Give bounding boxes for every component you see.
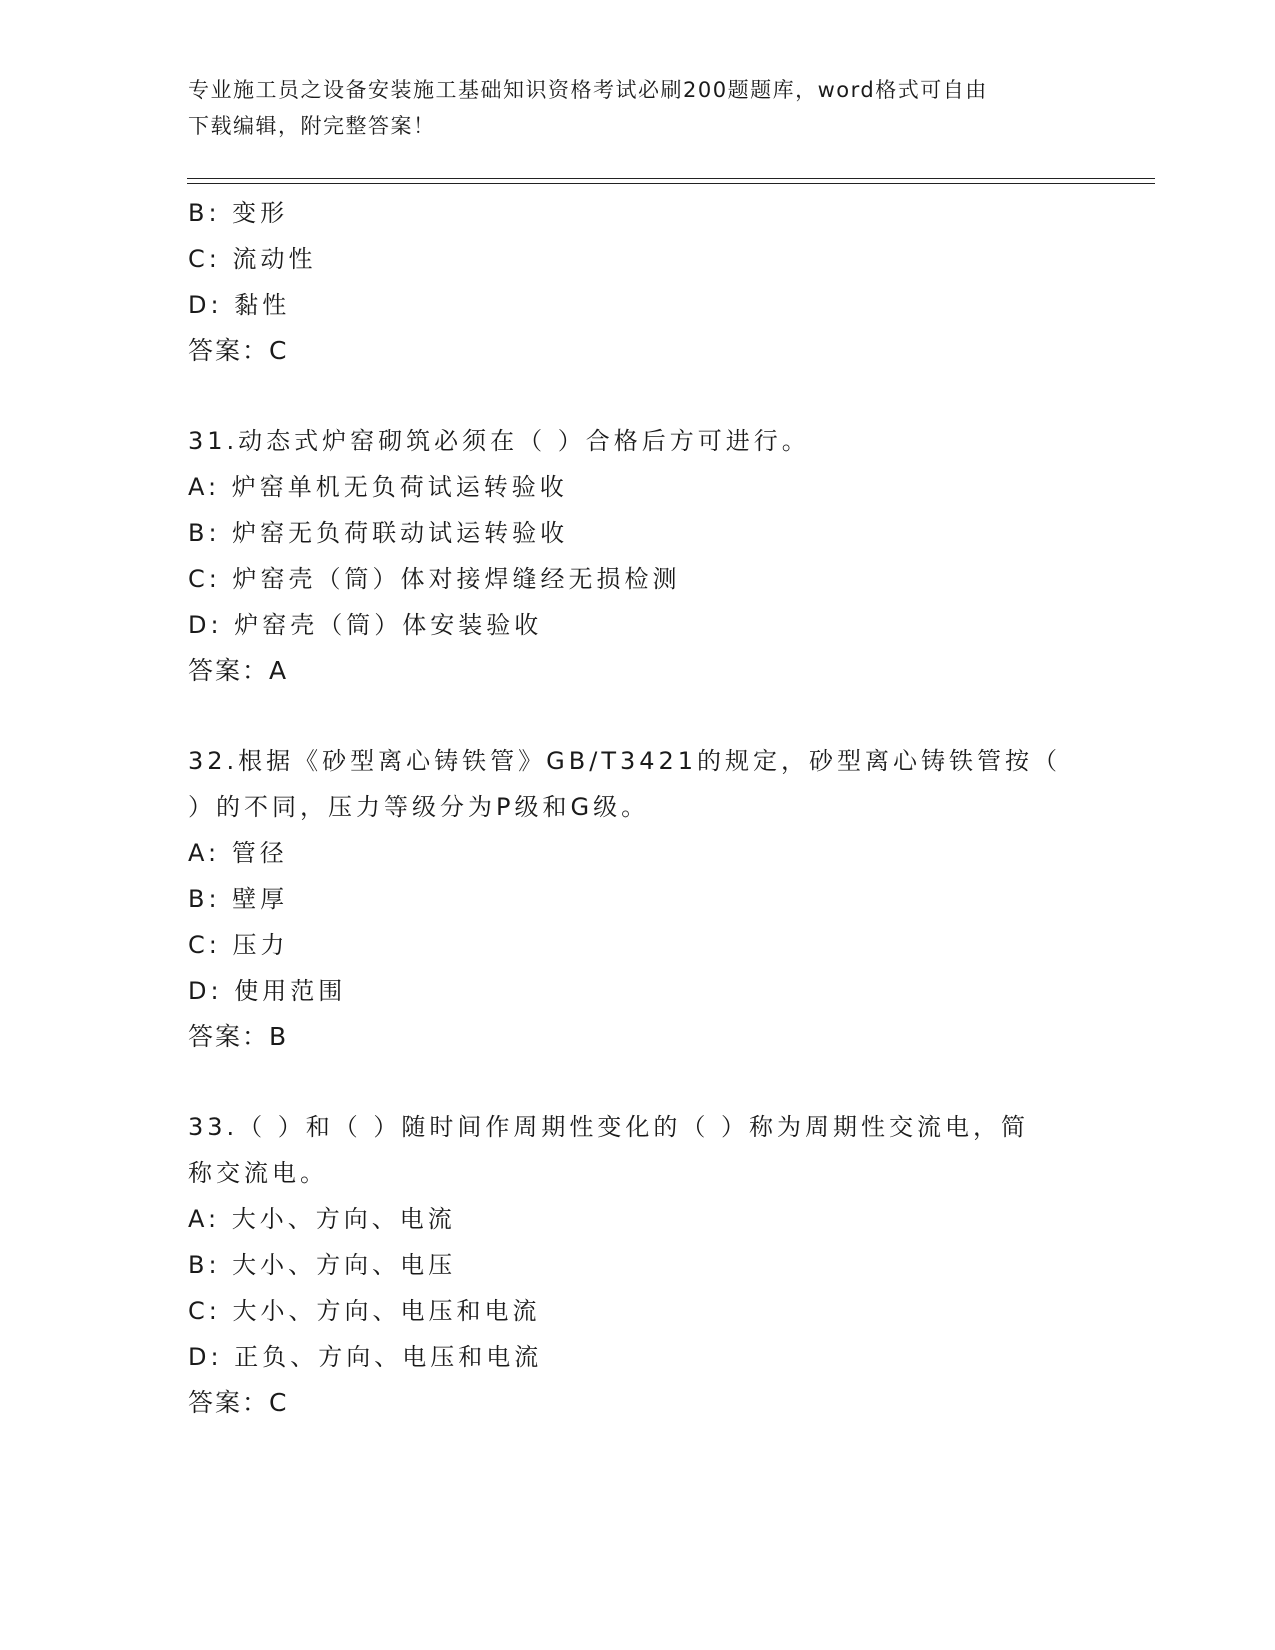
option-a: A: 管径 [188, 839, 288, 867]
question-text-line-2: 称交流电。 [188, 1159, 328, 1187]
question-text-line-1: 32.根据《砂型离心铸铁管》GB/T3421的规定，砂型离心铸铁管按（ [188, 747, 1062, 775]
question-block-32 [188, 738, 1088, 1060]
option-a: A: 炉窑单机无负荷试运转验收 [188, 473, 568, 501]
option-d: D: 使用范围 [188, 977, 347, 1005]
option-b: B: 壁厚 [188, 885, 289, 913]
question-block-33 [188, 1104, 1088, 1426]
option-c: C: 流动性 [188, 245, 317, 273]
question-block-30 [188, 190, 1088, 374]
header-line-2: 下载编辑，附完整答案！ [188, 114, 436, 138]
answer-line: 答案：B [188, 1022, 289, 1051]
question-content [188, 190, 1088, 1426]
header-line-1: 专业施工员之设备安装施工基础知识资格考试必刷200题题库，word格式可自由 [188, 78, 988, 102]
spacer [188, 694, 1088, 738]
option-b: B: 变形 [188, 199, 289, 227]
question-text-line-1: 33.（ ）和（ ）随时间作周期性变化的（ ）称为周期性交流电，简 [188, 1113, 1030, 1141]
option-d: D: 正负、方向、电压和电流 [188, 1343, 543, 1371]
document-header [188, 72, 1068, 144]
spacer [188, 374, 1088, 418]
spacer [188, 1060, 1088, 1104]
answer-line: 答案：C [188, 336, 289, 365]
question-block-31 [188, 418, 1088, 694]
question-text: 31.动态式炉窑砌筑必须在（ ）合格后方可进行。 [188, 427, 810, 455]
question-text-line-2: ）的不同，压力等级分为P级和G级。 [188, 793, 650, 821]
option-d: D: 炉窑壳（筒）体安装验收 [188, 611, 543, 639]
option-c: C: 大小、方向、电压和电流 [188, 1297, 541, 1325]
header-divider-top [187, 178, 1155, 179]
header-divider-bottom [187, 183, 1155, 184]
option-c: C: 压力 [188, 931, 289, 959]
answer-line: 答案：C [188, 1388, 289, 1417]
option-b: B: 炉窑无负荷联动试运转验收 [188, 519, 569, 547]
option-c: C: 炉窑壳（筒）体对接焊缝经无损检测 [188, 565, 681, 593]
option-b: B: 大小、方向、电压 [188, 1251, 457, 1279]
option-d: D: 黏性 [188, 291, 291, 319]
answer-line: 答案：A [188, 656, 289, 685]
option-a: A: 大小、方向、电流 [188, 1205, 456, 1233]
